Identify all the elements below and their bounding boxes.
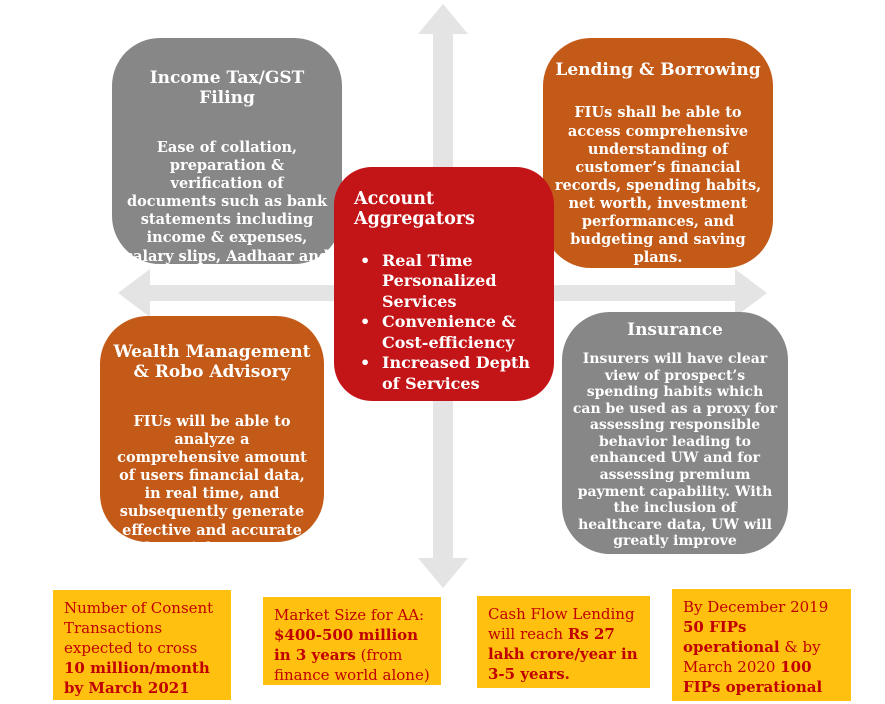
quadrant-income-tax-gst-filing — [112, 38, 342, 283]
stat-text-segment: 50 FIPs operational — [683, 617, 780, 656]
quadrant-title: Wealth Management & Robo Advisory — [113, 342, 311, 383]
quadrant-lending-borrowing — [543, 38, 773, 268]
stat-text-segment: Cash Flow Lending will reach — [488, 605, 635, 643]
quadrant-body: Insurers will have clear view of prospect’s spending habits which can be used as a proxy for assessing responsible behavior leading to enhanced UW and for assessing premium payment capability. With the inclusion of healthcare data, UW will greatly improve — [572, 351, 778, 550]
center-title: Account Aggregators — [354, 189, 475, 229]
quadrant-insurance — [562, 312, 788, 554]
stat-text-segment: 100 FIPs operational — [683, 657, 823, 696]
stat-market-size — [263, 597, 441, 685]
stat-text-segment: By December 2019 — [683, 598, 829, 616]
stat-text-segment: $400-500 million in 3 years — [274, 625, 419, 664]
quadrant-body: Ease of collation, preparation & verification of documents such as bank statements including income & expenses, salary slips, Aadhaar and PAN — [124, 138, 330, 283]
stat-consent-transactions — [53, 590, 231, 700]
stat-fips-operational — [672, 589, 851, 701]
stat-text-segment: Number of Consent Transactions expected to cross — [64, 599, 214, 657]
stat-text-segment: & by March 2020 — [683, 637, 821, 676]
stat-text-segment: (from finance world alone) — [274, 645, 430, 684]
quadrant-wealth-management-robo-advisory — [100, 316, 324, 557]
bullet-item: • Real Time Personalized Services — [354, 251, 538, 312]
quadrant-title: Insurance — [627, 320, 723, 340]
center-account-aggregators-box — [334, 167, 554, 401]
quadrant-title: Lending & Borrowing — [555, 60, 761, 80]
bullet-item: • Convenience & Cost-efficiency — [354, 312, 538, 353]
stat-text-segment: 10 million/month by March 2021 — [64, 658, 210, 697]
bullet-item: • Increased Depth of Services — [354, 353, 538, 394]
stat-text-segment: Market Size for AA: — [274, 606, 425, 624]
stat-text-segment: Rs 27 lakh crore/year in 3-5 years. — [488, 624, 638, 683]
quadrant-body: FIUs will be able to analyze a comprehensive amount of users financial data, in real time, and subsequently generate effective and accurate financial strategy — [117, 412, 307, 557]
stat-cash-flow-lending — [477, 596, 650, 688]
quadrant-body: FIUs shall be able to access comprehensive understanding of customer’s financial records, spending habits, net worth, investment performances, and budgeting and saving plans. — [554, 104, 762, 267]
center-bullet-list — [354, 251, 538, 394]
quadrant-title: Income Tax/GST Filing — [149, 68, 305, 109]
